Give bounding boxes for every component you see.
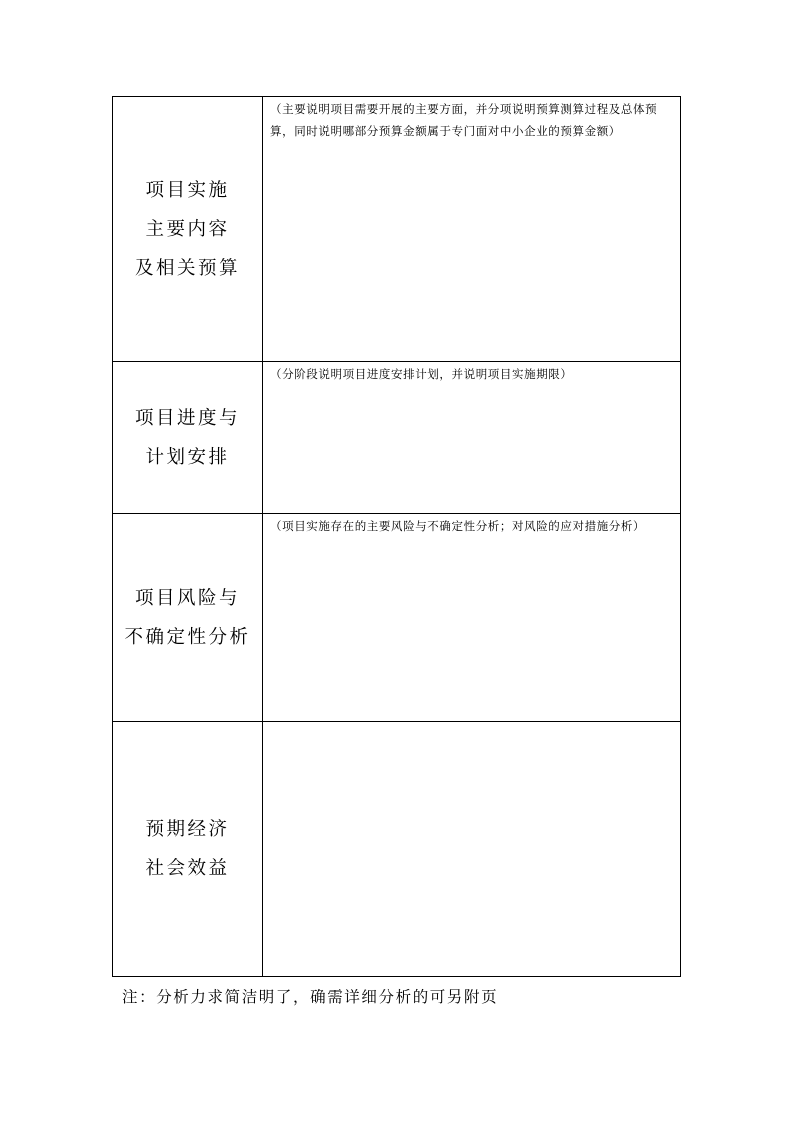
- row-hint: （主要说明项目需要开展的主要方面，并分项说明预算测算过程及总体预算，同时说明哪部分预算金额属于专门面对中小企业的预算金额）: [270, 102, 658, 138]
- form-row-implementation: [113, 97, 681, 362]
- risk-input-area[interactable]: [263, 514, 681, 722]
- row-hint: （分阶段说明项目进度安排计划，并说明项目实施期限）: [270, 367, 573, 381]
- row-hint: （项目实施存在的主要风险与不确定性分析；对风险的应对措施分析）: [270, 519, 646, 533]
- row-label-line: 项目进度与: [134, 407, 240, 429]
- row-label-line: 及相关预算: [134, 257, 240, 279]
- project-form-table: [112, 96, 681, 977]
- implementation-input-area[interactable]: [263, 97, 681, 362]
- schedule-input-area[interactable]: [263, 362, 681, 514]
- row-label: [113, 399, 262, 477]
- form-row-benefits: [113, 722, 681, 977]
- benefits-input-area[interactable]: [263, 722, 681, 977]
- row-label-line: 项目风险与: [134, 587, 240, 609]
- row-label-line: 计划安排: [145, 446, 230, 468]
- row-label: [113, 171, 262, 288]
- row-label-line: 不确定性分析: [124, 626, 251, 648]
- row-label-line: 社会效益: [145, 858, 230, 879]
- row-label: [113, 810, 262, 888]
- form-row-schedule: [113, 362, 681, 514]
- row-label-cell: [113, 722, 263, 977]
- row-label-cell: [113, 514, 263, 722]
- row-label-line: 预期经济: [145, 819, 230, 840]
- footnote: 注：分析力求简洁明了，确需详细分析的可另附页: [122, 988, 499, 1006]
- row-label-line: 主要内容: [145, 218, 230, 240]
- form-row-risk: [113, 514, 681, 722]
- row-label-cell: [113, 362, 263, 514]
- row-hint: [263, 722, 680, 723]
- row-label-cell: [113, 97, 263, 362]
- row-label-line: 项目实施: [145, 179, 230, 201]
- row-label: [113, 579, 262, 657]
